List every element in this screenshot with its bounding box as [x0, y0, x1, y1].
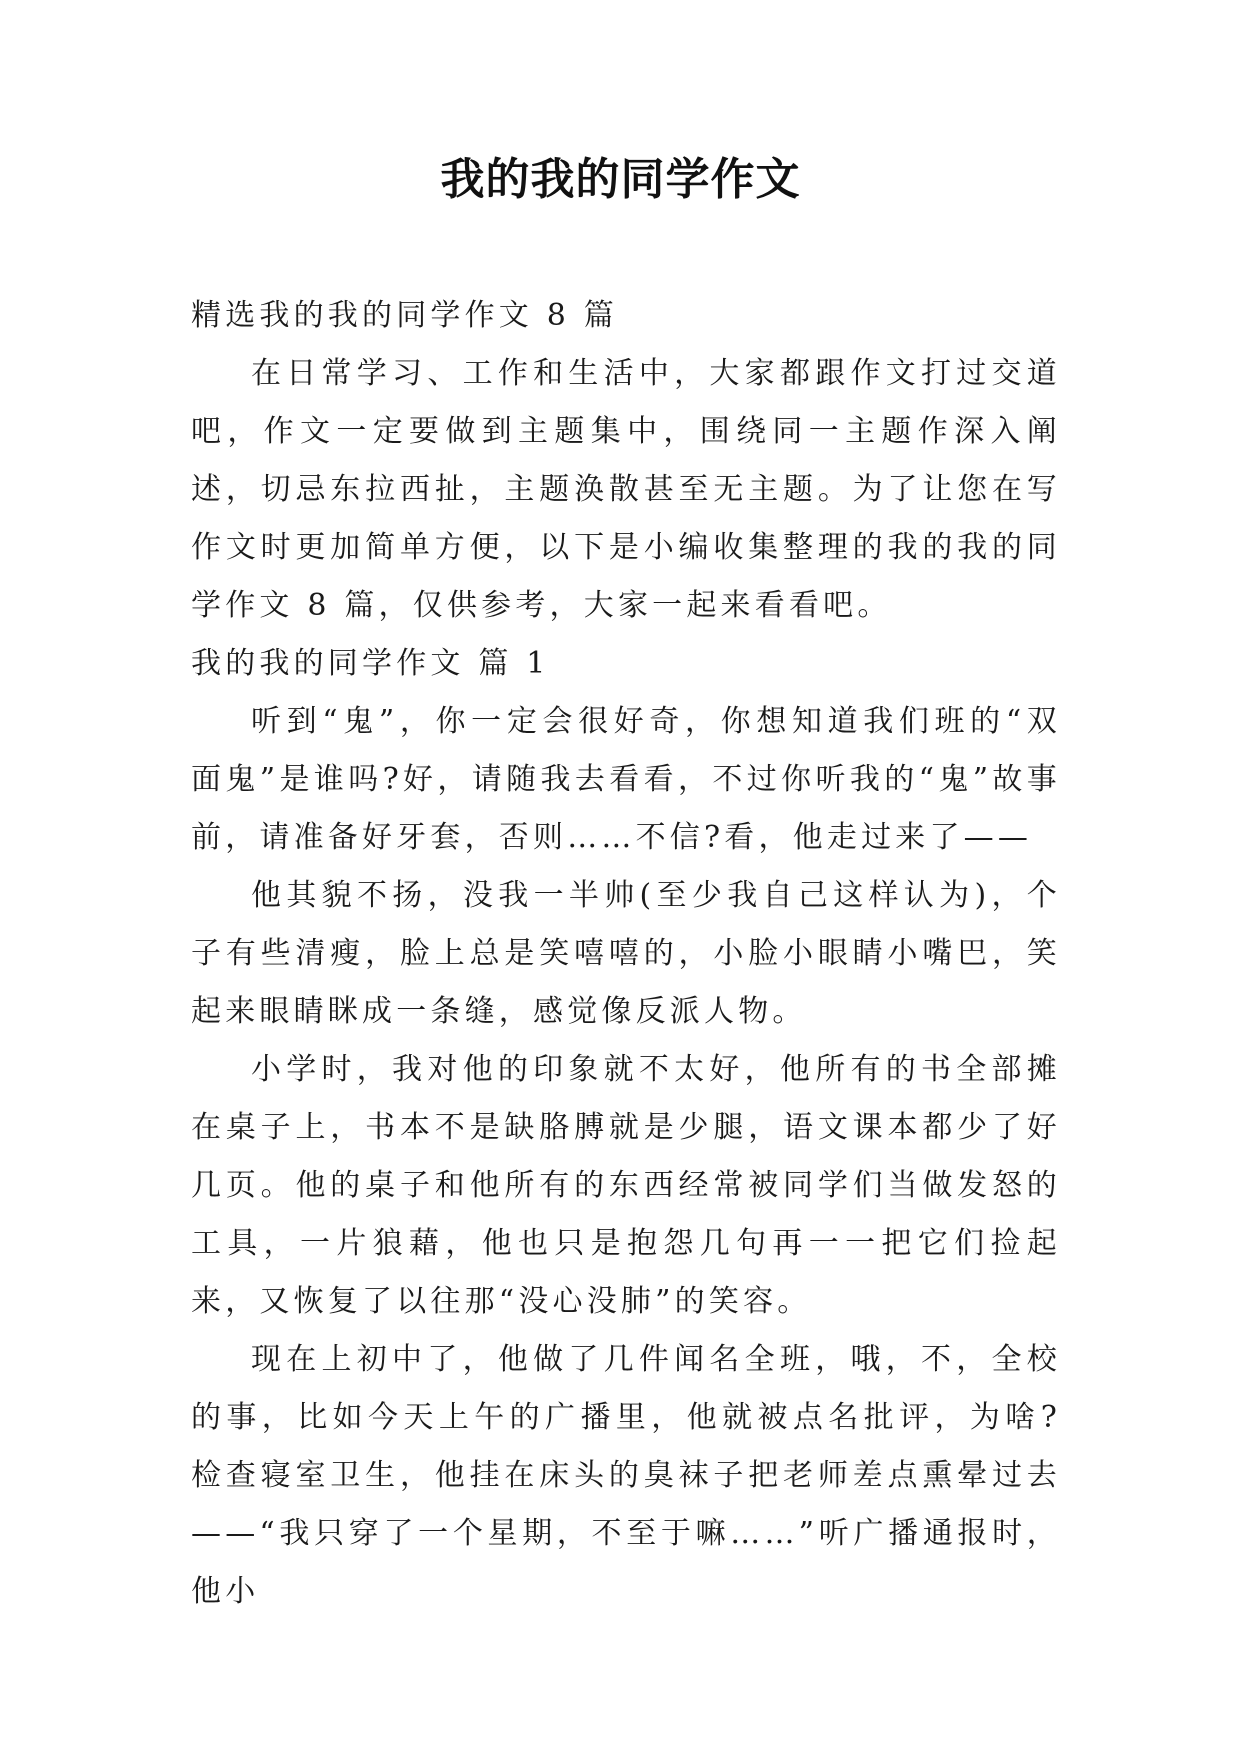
section-heading: 我的我的同学作文 篇 1 — [191, 646, 550, 681]
intro-paragraph: 在日常学习、工作和生活中，大家都跟作文打过交道吧，作文一定要做到主题集中，围绕同一主题作深入阐述，切忌东拉西扯，主题涣散甚至无主题。为了让您在写作文时更加简单方便，以下是小编收集整理的我的我的同学作文 8 篇，仅供参考，大家一起来看看吧。 — [191, 356, 1061, 623]
document-title: 我的我的同学作文 — [440, 154, 801, 205]
intro-heading: 精选我的我的同学作文 8 篇 — [191, 298, 618, 333]
document-body — [191, 287, 1061, 1621]
body-paragraph: 他其貌不扬，没我一半帅(至少我自己这样认为)，个子有些清瘦，脸上总是笑嘻嘻的，小脸小眼睛小嘴巴，笑起来眼睛眯成一条缝，感觉像反派人物。 — [191, 878, 1061, 1029]
body-paragraph: 小学时，我对他的印象就不太好，他所有的书全部摊在桌子上，书本不是缺胳膊就是少腿，语文课本都少了好几页。他的桌子和他所有的东西经常被同学们当做发怒的工具，一片狼藉，他也只是抱怨几句再一一把它们捡起来，又恢复了以往那“没心没肺”的笑容。 — [191, 1052, 1061, 1319]
body-paragraph: 现在上初中了，他做了几件闻名全班，哦，不，全校的事，比如今天上午的广播里，他就被点名批评，为啥?检查寝室卫生，他挂在床头的臭袜子把老师差点熏晕过去——“我只穿了一个星期，不至于嘛……”听广播通报时，他小 — [191, 1342, 1061, 1609]
body-paragraph: 听到“鬼”，你一定会很好奇，你想知道我们班的“双面鬼”是谁吗?好，请随我去看看，不过你听我的“鬼”故事前，请准备好牙套，否则……不信?看，他走过来了—— — [191, 704, 1061, 855]
